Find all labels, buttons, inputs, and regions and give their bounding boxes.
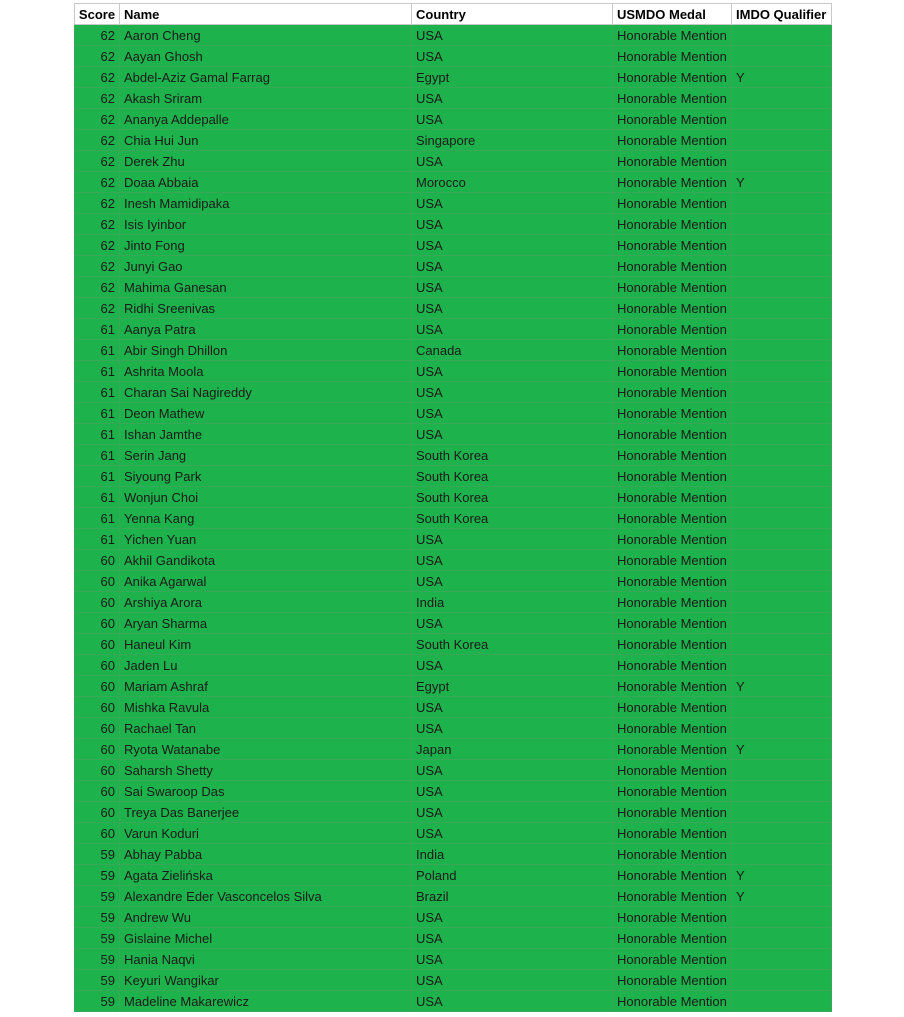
name-cell: Jaden Lu [120, 655, 412, 676]
score-cell: 61 [75, 487, 120, 508]
score-cell: 59 [75, 886, 120, 907]
medal-cell: Honorable Mention [613, 718, 732, 739]
score-cell: 60 [75, 676, 120, 697]
imdo-qualifier-cell [732, 928, 832, 949]
country-cell: USA [412, 382, 613, 403]
country-cell: USA [412, 760, 613, 781]
imdo-qualifier-cell [732, 487, 832, 508]
medal-cell: Honorable Mention [613, 529, 732, 550]
medal-cell: Honorable Mention [613, 319, 732, 340]
country-cell: South Korea [412, 445, 613, 466]
table-row [75, 823, 832, 844]
score-cell: 60 [75, 823, 120, 844]
score-cell: 61 [75, 340, 120, 361]
name-cell: Yichen Yuan [120, 529, 412, 550]
medal-cell: Honorable Mention [613, 592, 732, 613]
score-cell: 62 [75, 88, 120, 109]
score-cell: 60 [75, 655, 120, 676]
imdo-qualifier-cell [732, 214, 832, 235]
score-cell: 60 [75, 592, 120, 613]
country-cell: Brazil [412, 886, 613, 907]
table-row [75, 256, 832, 277]
name-cell: Inesh Mamidipaka [120, 193, 412, 214]
score-cell: 62 [75, 109, 120, 130]
table-row [75, 193, 832, 214]
table-row [75, 739, 832, 760]
name-cell: Mishka Ravula [120, 697, 412, 718]
name-cell: Agata Zielińska [120, 865, 412, 886]
name-cell: Keyuri Wangikar [120, 970, 412, 991]
table-row [75, 67, 832, 88]
score-cell: 61 [75, 508, 120, 529]
medal-cell: Honorable Mention [613, 781, 732, 802]
country-cell: Egypt [412, 676, 613, 697]
imdo-qualifier-cell [732, 46, 832, 67]
medal-cell: Honorable Mention [613, 277, 732, 298]
name-cell: Hania Naqvi [120, 949, 412, 970]
country-cell: USA [412, 907, 613, 928]
score-cell: 62 [75, 256, 120, 277]
medal-cell: Honorable Mention [613, 382, 732, 403]
score-cell: 61 [75, 382, 120, 403]
name-cell: Ashrita Moola [120, 361, 412, 382]
name-cell: Serin Jang [120, 445, 412, 466]
medal-cell: Honorable Mention [613, 193, 732, 214]
imdo-qualifier-cell [732, 319, 832, 340]
table-row [75, 928, 832, 949]
imdo-qualifier-cell [732, 823, 832, 844]
imdo-qualifier-cell [732, 193, 832, 214]
name-cell: Siyoung Park [120, 466, 412, 487]
score-cell: 61 [75, 466, 120, 487]
score-cell: 62 [75, 277, 120, 298]
table-row [75, 529, 832, 550]
column-header-country: Country [412, 4, 613, 25]
name-cell: Mahima Ganesan [120, 277, 412, 298]
score-cell: 61 [75, 403, 120, 424]
name-cell: Doaa Abbaia [120, 172, 412, 193]
table-row [75, 634, 832, 655]
name-cell: Haneul Kim [120, 634, 412, 655]
name-cell: Ishan Jamthe [120, 424, 412, 445]
country-cell: USA [412, 277, 613, 298]
medal-cell: Honorable Mention [613, 991, 732, 1012]
score-cell: 62 [75, 214, 120, 235]
medal-cell: Honorable Mention [613, 424, 732, 445]
medal-cell: Honorable Mention [613, 949, 732, 970]
name-cell: Varun Koduri [120, 823, 412, 844]
imdo-qualifier-cell [732, 592, 832, 613]
country-cell: USA [412, 88, 613, 109]
table-row [75, 487, 832, 508]
name-cell: Jinto Fong [120, 235, 412, 256]
table-row [75, 802, 832, 823]
imdo-qualifier-cell [732, 403, 832, 424]
name-cell: Abhay Pabba [120, 844, 412, 865]
name-cell: Ridhi Sreenivas [120, 298, 412, 319]
imdo-qualifier-cell: Y [732, 865, 832, 886]
imdo-qualifier-cell [732, 907, 832, 928]
table-row [75, 991, 832, 1012]
medal-cell: Honorable Mention [613, 214, 732, 235]
medal-cell: Honorable Mention [613, 823, 732, 844]
country-cell: USA [412, 823, 613, 844]
medal-cell: Honorable Mention [613, 550, 732, 571]
table-row [75, 844, 832, 865]
country-cell: South Korea [412, 634, 613, 655]
medal-cell: Honorable Mention [613, 256, 732, 277]
name-cell: Arshiya Arora [120, 592, 412, 613]
country-cell: Poland [412, 865, 613, 886]
header-row [75, 4, 832, 25]
medal-cell: Honorable Mention [613, 403, 732, 424]
score-cell: 60 [75, 571, 120, 592]
imdo-qualifier-cell [732, 277, 832, 298]
table-row [75, 361, 832, 382]
table-row [75, 718, 832, 739]
table-row [75, 592, 832, 613]
score-cell: 60 [75, 550, 120, 571]
score-cell: 62 [75, 67, 120, 88]
score-cell: 60 [75, 718, 120, 739]
medal-cell: Honorable Mention [613, 613, 732, 634]
medal-cell: Honorable Mention [613, 151, 732, 172]
table-row [75, 613, 832, 634]
imdo-qualifier-cell [732, 130, 832, 151]
score-cell: 60 [75, 802, 120, 823]
imdo-qualifier-cell [732, 697, 832, 718]
country-cell: USA [412, 298, 613, 319]
country-cell: USA [412, 193, 613, 214]
country-cell: India [412, 592, 613, 613]
imdo-qualifier-cell [732, 949, 832, 970]
imdo-qualifier-cell [732, 466, 832, 487]
medal-cell: Honorable Mention [613, 487, 732, 508]
medal-cell: Honorable Mention [613, 865, 732, 886]
imdo-qualifier-cell [732, 844, 832, 865]
table-row [75, 445, 832, 466]
score-cell: 60 [75, 697, 120, 718]
name-cell: Aayan Ghosh [120, 46, 412, 67]
country-cell: USA [412, 25, 613, 46]
table-row [75, 760, 832, 781]
imdo-qualifier-cell [732, 634, 832, 655]
country-cell: USA [412, 319, 613, 340]
name-cell: Ananya Addepalle [120, 109, 412, 130]
score-cell: 60 [75, 634, 120, 655]
medal-cell: Honorable Mention [613, 508, 732, 529]
imdo-qualifier-cell [732, 718, 832, 739]
table-row [75, 235, 832, 256]
score-cell: 61 [75, 529, 120, 550]
imdo-qualifier-cell [732, 424, 832, 445]
medal-cell: Honorable Mention [613, 886, 732, 907]
table-row [75, 886, 832, 907]
medal-cell: Honorable Mention [613, 340, 732, 361]
medal-cell: Honorable Mention [613, 844, 732, 865]
table-row [75, 970, 832, 991]
name-cell: Wonjun Choi [120, 487, 412, 508]
name-cell: Ryota Watanabe [120, 739, 412, 760]
imdo-qualifier-cell [732, 382, 832, 403]
table-row [75, 403, 832, 424]
table-row [75, 298, 832, 319]
name-cell: Aanya Patra [120, 319, 412, 340]
imdo-qualifier-cell [732, 760, 832, 781]
country-cell: USA [412, 151, 613, 172]
table-row [75, 277, 832, 298]
name-cell: Alexandre Eder Vasconcelos Silva [120, 886, 412, 907]
country-cell: USA [412, 214, 613, 235]
country-cell: USA [412, 802, 613, 823]
imdo-qualifier-cell: Y [732, 676, 832, 697]
imdo-qualifier-cell [732, 508, 832, 529]
column-header-name: Name [120, 4, 412, 25]
imdo-qualifier-cell [732, 25, 832, 46]
table-row [75, 655, 832, 676]
table-row [75, 676, 832, 697]
score-cell: 61 [75, 361, 120, 382]
imdo-qualifier-cell [732, 151, 832, 172]
medal-cell: Honorable Mention [613, 25, 732, 46]
country-cell: Morocco [412, 172, 613, 193]
score-cell: 59 [75, 949, 120, 970]
imdo-qualifier-cell [732, 256, 832, 277]
score-cell: 60 [75, 739, 120, 760]
country-cell: USA [412, 991, 613, 1012]
score-cell: 61 [75, 319, 120, 340]
table-row [75, 865, 832, 886]
medal-cell: Honorable Mention [613, 802, 732, 823]
imdo-qualifier-cell [732, 970, 832, 991]
name-cell: Derek Zhu [120, 151, 412, 172]
table-row [75, 466, 832, 487]
imdo-qualifier-cell [732, 340, 832, 361]
table-row [75, 550, 832, 571]
name-cell: Akhil Gandikota [120, 550, 412, 571]
country-cell: USA [412, 550, 613, 571]
country-cell: USA [412, 46, 613, 67]
table-row [75, 424, 832, 445]
results-table [74, 3, 832, 1012]
score-cell: 59 [75, 865, 120, 886]
medal-cell: Honorable Mention [613, 466, 732, 487]
country-cell: USA [412, 949, 613, 970]
country-cell: USA [412, 571, 613, 592]
score-cell: 62 [75, 130, 120, 151]
medal-cell: Honorable Mention [613, 760, 732, 781]
table-row [75, 214, 832, 235]
score-cell: 59 [75, 907, 120, 928]
column-header-usmdo-medal: USMDO Medal [613, 4, 732, 25]
table-row [75, 46, 832, 67]
imdo-qualifier-cell [732, 550, 832, 571]
country-cell: Japan [412, 739, 613, 760]
name-cell: Rachael Tan [120, 718, 412, 739]
name-cell: Sai Swaroop Das [120, 781, 412, 802]
imdo-qualifier-cell [732, 613, 832, 634]
score-cell: 60 [75, 613, 120, 634]
table-row [75, 151, 832, 172]
medal-cell: Honorable Mention [613, 907, 732, 928]
country-cell: USA [412, 781, 613, 802]
medal-cell: Honorable Mention [613, 46, 732, 67]
medal-cell: Honorable Mention [613, 109, 732, 130]
country-cell: USA [412, 928, 613, 949]
table-row [75, 781, 832, 802]
medal-cell: Honorable Mention [613, 88, 732, 109]
column-header-imdo-qualifier: IMDO Qualifier [732, 4, 832, 25]
name-cell: Akash Sriram [120, 88, 412, 109]
medal-cell: Honorable Mention [613, 235, 732, 256]
score-cell: 61 [75, 424, 120, 445]
score-cell: 62 [75, 46, 120, 67]
name-cell: Isis Iyinbor [120, 214, 412, 235]
score-cell: 59 [75, 844, 120, 865]
country-cell: Singapore [412, 130, 613, 151]
imdo-qualifier-cell: Y [732, 172, 832, 193]
country-cell: USA [412, 109, 613, 130]
medal-cell: Honorable Mention [613, 928, 732, 949]
imdo-qualifier-cell [732, 571, 832, 592]
score-cell: 60 [75, 781, 120, 802]
medal-cell: Honorable Mention [613, 571, 732, 592]
country-cell: USA [412, 718, 613, 739]
medal-cell: Honorable Mention [613, 172, 732, 193]
table-header [75, 4, 832, 25]
country-cell: USA [412, 613, 613, 634]
imdo-qualifier-cell [732, 802, 832, 823]
imdo-qualifier-cell [732, 655, 832, 676]
medal-cell: Honorable Mention [613, 361, 732, 382]
country-cell: USA [412, 424, 613, 445]
name-cell: Andrew Wu [120, 907, 412, 928]
name-cell: Mariam Ashraf [120, 676, 412, 697]
score-cell: 62 [75, 151, 120, 172]
imdo-qualifier-cell: Y [732, 67, 832, 88]
name-cell: Charan Sai Nagireddy [120, 382, 412, 403]
table-row [75, 697, 832, 718]
medal-cell: Honorable Mention [613, 655, 732, 676]
country-cell: USA [412, 256, 613, 277]
score-cell: 62 [75, 298, 120, 319]
imdo-qualifier-cell [732, 298, 832, 319]
score-cell: 59 [75, 970, 120, 991]
medal-cell: Honorable Mention [613, 445, 732, 466]
table-row [75, 109, 832, 130]
table-row [75, 130, 832, 151]
medal-cell: Honorable Mention [613, 67, 732, 88]
score-cell: 60 [75, 760, 120, 781]
score-cell: 59 [75, 928, 120, 949]
name-cell: Anika Agarwal [120, 571, 412, 592]
country-cell: USA [412, 235, 613, 256]
score-cell: 62 [75, 193, 120, 214]
name-cell: Treya Das Banerjee [120, 802, 412, 823]
imdo-qualifier-cell [732, 88, 832, 109]
imdo-qualifier-cell [732, 361, 832, 382]
imdo-qualifier-cell: Y [732, 739, 832, 760]
table-row [75, 88, 832, 109]
score-cell: 62 [75, 235, 120, 256]
table-row [75, 25, 832, 46]
name-cell: Saharsh Shetty [120, 760, 412, 781]
table-row [75, 571, 832, 592]
country-cell: USA [412, 697, 613, 718]
table-body [75, 25, 832, 1012]
medal-cell: Honorable Mention [613, 970, 732, 991]
country-cell: USA [412, 529, 613, 550]
column-header-score: Score [75, 4, 120, 25]
imdo-qualifier-cell [732, 235, 832, 256]
table-row [75, 319, 832, 340]
imdo-qualifier-cell [732, 991, 832, 1012]
country-cell: Egypt [412, 67, 613, 88]
country-cell: India [412, 844, 613, 865]
name-cell: Yenna Kang [120, 508, 412, 529]
country-cell: South Korea [412, 466, 613, 487]
table-row [75, 907, 832, 928]
imdo-qualifier-cell [732, 529, 832, 550]
score-cell: 59 [75, 991, 120, 1012]
name-cell: Abdel-Aziz Gamal Farrag [120, 67, 412, 88]
name-cell: Junyi Gao [120, 256, 412, 277]
imdo-qualifier-cell: Y [732, 886, 832, 907]
country-cell: South Korea [412, 487, 613, 508]
medal-cell: Honorable Mention [613, 634, 732, 655]
medal-cell: Honorable Mention [613, 130, 732, 151]
table-row [75, 340, 832, 361]
country-cell: Canada [412, 340, 613, 361]
imdo-qualifier-cell [732, 109, 832, 130]
name-cell: Abir Singh Dhillon [120, 340, 412, 361]
country-cell: USA [412, 403, 613, 424]
name-cell: Deon Mathew [120, 403, 412, 424]
table-row [75, 508, 832, 529]
name-cell: Aryan Sharma [120, 613, 412, 634]
medal-cell: Honorable Mention [613, 739, 732, 760]
country-cell: USA [412, 655, 613, 676]
country-cell: USA [412, 361, 613, 382]
table-row [75, 382, 832, 403]
name-cell: Madeline Makarewicz [120, 991, 412, 1012]
score-cell: 61 [75, 445, 120, 466]
name-cell: Chia Hui Jun [120, 130, 412, 151]
score-cell: 62 [75, 172, 120, 193]
table-row [75, 949, 832, 970]
score-cell: 62 [75, 25, 120, 46]
imdo-qualifier-cell [732, 781, 832, 802]
imdo-qualifier-cell [732, 445, 832, 466]
name-cell: Aaron Cheng [120, 25, 412, 46]
medal-cell: Honorable Mention [613, 298, 732, 319]
medal-cell: Honorable Mention [613, 676, 732, 697]
country-cell: South Korea [412, 508, 613, 529]
table-row [75, 172, 832, 193]
name-cell: Gislaine Michel [120, 928, 412, 949]
country-cell: USA [412, 970, 613, 991]
medal-cell: Honorable Mention [613, 697, 732, 718]
